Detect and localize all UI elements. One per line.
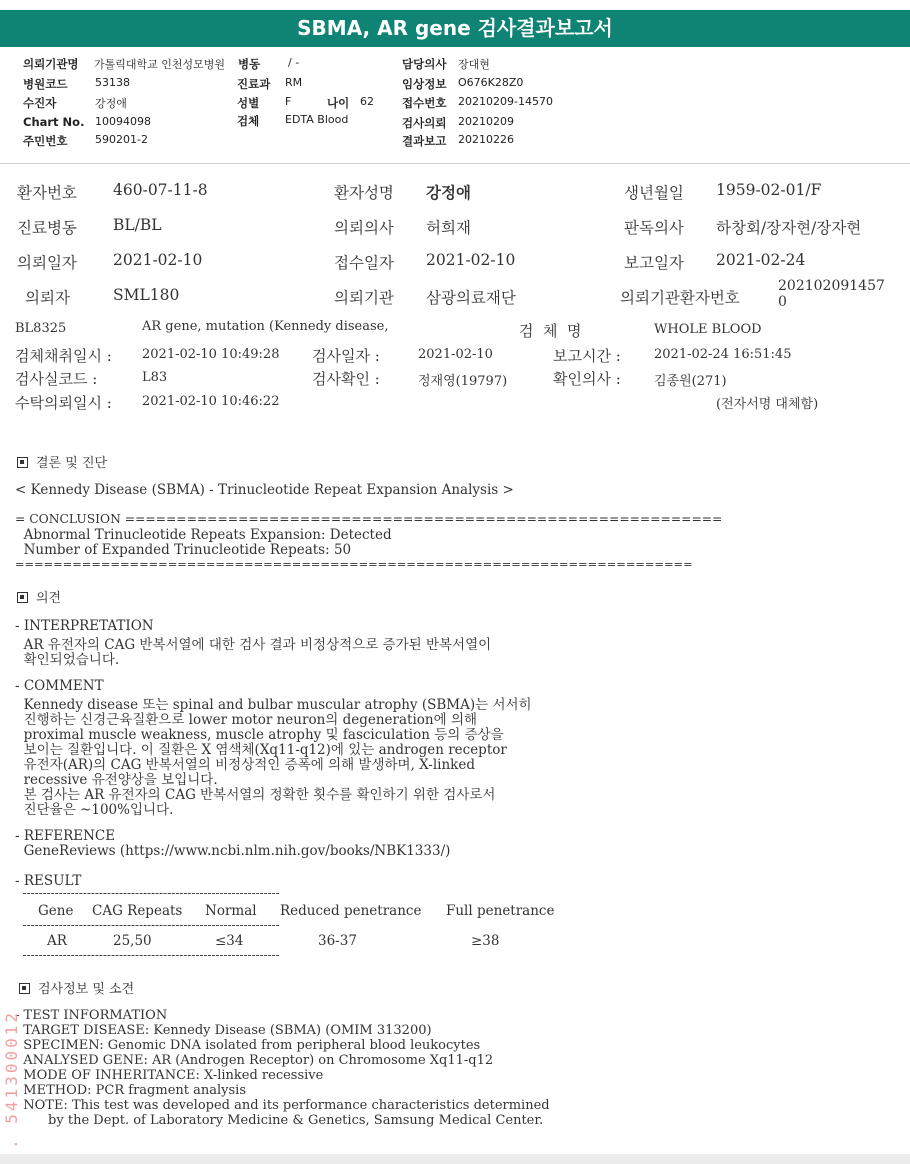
result-report-label: 결과보고 xyxy=(402,134,447,148)
test-info-line-5: MODE OF INHERITANCE: X-linked recessive xyxy=(15,1068,324,1083)
clinical-info-value: O676K28Z0 xyxy=(458,76,524,89)
requester-value: SML180 xyxy=(113,286,180,304)
square-bullet-icon xyxy=(17,592,28,603)
test-name: AR gene, mutation (Kennedy disease, xyxy=(142,319,389,334)
dept-value: RM xyxy=(285,76,303,89)
report-date-value: 2021-02-24 xyxy=(716,251,806,269)
test-info-line-7: NOTE: This test was developed and its performance characteristics determined xyxy=(15,1098,550,1113)
confirm-label: 검사확인 : xyxy=(312,370,380,388)
confirm-doctor-label: 확인의사 : xyxy=(553,370,621,388)
result-header-gene: Gene xyxy=(38,903,74,919)
result-header-cag: CAG Repeats xyxy=(92,903,183,919)
collect-value: 2021-02-10 10:49:28 xyxy=(142,347,280,362)
report-time-value: 2021-02-24 16:51:45 xyxy=(654,347,792,362)
comment-line-3: proximal muscle weakness, muscle atrophy 및 fasciculation 등의 증상을 xyxy=(15,727,504,743)
header-info-block xyxy=(0,50,910,164)
comment-line-6: recessive 유전양상을 보입니다. xyxy=(15,772,218,788)
test-date-label: 검사일자 : xyxy=(312,347,380,365)
number-line: Number of Expanded Trinucleotide Repeats: 50 xyxy=(15,542,352,558)
collect-label: 검체채취일시 : xyxy=(15,347,112,365)
test-info-line-6: METHOD: PCR fragment analysis xyxy=(15,1083,247,1098)
inst-patient-no-value-2: 0 xyxy=(778,294,787,310)
section1-heading-text: 결론 및 진단 xyxy=(36,456,108,471)
patient-no-label: 환자번호 xyxy=(17,184,77,202)
comment-title: - COMMENT xyxy=(15,678,104,694)
conclusion-line: = CONCLUSION ========================================================== xyxy=(15,512,723,526)
outsourced-label: 수탁의뢰일시 : xyxy=(15,394,112,412)
chart-no-value: 10094098 xyxy=(95,115,151,128)
patient-value: 강정애 xyxy=(95,97,127,110)
test-req-label: 검사의뢰 xyxy=(402,116,447,130)
reference-line: GeneReviews (https://www.ncbi.nlm.nih.gov/books/NBK1333/) xyxy=(15,843,451,859)
rrn-value: 590201-2 xyxy=(95,133,148,146)
interpretation-title: - INTERPRETATION xyxy=(15,618,154,634)
result-header-reduced: Reduced penetrance xyxy=(280,903,422,919)
patient-name-label: 환자성명 xyxy=(334,184,394,202)
comment-line-2: 진행하는 신경근육질환으로 lower motor neuron의 degeneration에 의해 xyxy=(15,712,478,728)
detected-line: Abnormal Trinucleotide Repeats Expansion: Detected xyxy=(15,527,392,543)
specimen-label: 검체 xyxy=(237,114,260,128)
reading-doctor-label: 판독의사 xyxy=(624,219,684,237)
comment-line-1: Kennedy disease 또는 spinal and bulbar muscular atrophy (SBMA)는 서서히 xyxy=(15,697,532,713)
square-bullet-icon xyxy=(19,983,30,994)
dept-label: 진료과 xyxy=(237,77,271,91)
result-normal: ≤34 xyxy=(215,933,244,949)
age-value: 62 xyxy=(360,95,374,108)
req-inst-value: 가톨릭대학교 인천성모병원 xyxy=(94,58,226,71)
chart-no-label: Chart No. xyxy=(23,115,85,129)
comment-line-7: 본 검사는 AR 유전자의 CAG 반복서열의 정확한 횟수를 확인하기 위한 검사로서 xyxy=(15,787,496,803)
req-inst-label: 의뢰기관명 xyxy=(23,57,79,71)
doctor-value: 장대현 xyxy=(458,58,490,71)
result-dash-mid: ---------------------------------------------------------------- xyxy=(15,918,280,932)
patient-no-value: 460-07-11-8 xyxy=(113,181,208,199)
result-title: - RESULT xyxy=(15,873,82,889)
test-info-line-2: TARGET DISEASE: Kennedy Disease (SBMA) (OMIM 313200) xyxy=(15,1023,432,1038)
specimen-name-label: 검 체 명 xyxy=(519,322,582,340)
conclusion-end-line: ======================================================================= xyxy=(15,557,693,571)
confirm-doctor-value: 김종원(271) xyxy=(654,374,727,389)
section-heading-opinion xyxy=(17,587,61,606)
ward-label: 병동 xyxy=(238,57,261,71)
square-bullet-icon xyxy=(17,457,28,468)
interpretation-line-1: AR 유전자의 CAG 반복서열에 대한 검사 결과 비정상적으로 증가된 반복서열이 xyxy=(15,637,492,653)
requester-label: 의뢰자 xyxy=(25,289,70,307)
test-code: BL8325 xyxy=(15,321,67,336)
test-info-line-4: ANALYSED GENE: AR (Androgen Receptor) on Chromosome Xq11-q12 xyxy=(15,1053,494,1068)
esign-note: (전자서명 대체함) xyxy=(716,397,819,412)
req-date-label: 의뢰일자 xyxy=(17,254,77,272)
section-heading-test-info xyxy=(19,978,134,997)
test-date-value: 2021-02-10 xyxy=(418,347,493,362)
specimen-value: EDTA Blood xyxy=(285,113,349,126)
patient-name-value: 강정애 xyxy=(426,183,471,202)
result-reduced: 36-37 xyxy=(318,933,357,949)
report-title: SBMA, AR gene 검사결과보고서 xyxy=(0,10,910,47)
reference-title: - REFERENCE xyxy=(15,828,116,844)
patient-label: 수진자 xyxy=(23,96,57,110)
clinical-info-label: 임상정보 xyxy=(402,77,447,91)
test-info-line-8: by the Dept. of Laboratory Medicine & Genetics, Samsung Medical Center. xyxy=(15,1113,544,1128)
report-time-label: 보고시간 : xyxy=(553,347,621,365)
result-header-normal: Normal xyxy=(205,903,257,919)
doctor-label: 담당의사 xyxy=(402,57,447,71)
section-heading-conclusion xyxy=(17,452,107,471)
bottom-band xyxy=(0,1154,910,1164)
comment-line-5: 유전자(AR)의 CAG 반복서열의 비정상적인 증폭에 의해 발생하며, X-linked xyxy=(15,757,475,773)
req-doctor-value: 허희재 xyxy=(426,219,471,237)
sex-label: 성별 xyxy=(237,96,260,110)
result-header-full: Full penetrance xyxy=(446,903,555,919)
dob-label: 생년월일 xyxy=(624,184,684,202)
lab-code-value: L83 xyxy=(142,370,168,385)
result-dash-top: ---------------------------------------------------------------- xyxy=(15,886,280,900)
receipt-date-label: 접수일자 xyxy=(334,254,394,272)
analysis-subtitle: < Kennedy Disease (SBMA) - Trinucleotide Repeat Expansion Analysis > xyxy=(15,482,514,498)
side-document-number: . 541300012 xyxy=(2,1010,21,1149)
receipt-no-label: 접수번호 xyxy=(402,96,447,110)
reading-doctor-value: 하창회/장자현/장자현 xyxy=(716,219,862,237)
section2-heading-text: 의견 xyxy=(36,591,62,606)
ward-value: / - xyxy=(288,56,300,69)
age-label: 나이 xyxy=(327,96,350,110)
lab-code-label: 검사실코드 : xyxy=(15,370,98,388)
test-info-line-3: SPECIMEN: Genomic DNA isolated from peripheral blood leukocytes xyxy=(15,1038,481,1053)
outsourced-value: 2021-02-10 10:46:22 xyxy=(142,394,280,409)
result-gene: AR xyxy=(47,933,67,949)
section3-heading-text: 검사정보 및 소견 xyxy=(38,982,135,997)
comment-line-8: 진단율은 ~100%입니다. xyxy=(15,802,174,818)
req-inst-value-2: 삼광의료재단 xyxy=(426,289,516,307)
hosp-code-label: 병원코드 xyxy=(23,77,68,91)
inst-patient-no-label: 의뢰기관환자번호 xyxy=(620,289,740,307)
result-dash-bottom: ---------------------------------------------------------------- xyxy=(15,948,280,962)
result-full: ≥38 xyxy=(471,933,500,949)
receipt-no-value: 20210209-14570 xyxy=(458,95,553,108)
sex-value: F xyxy=(285,95,292,108)
rrn-label: 주민번호 xyxy=(23,134,68,148)
req-inst-label-2: 의뢰기관 xyxy=(334,289,394,307)
hosp-code-value: 53138 xyxy=(95,76,130,89)
ward-value-2: BL/BL xyxy=(113,216,162,234)
inst-patient-no-value-1: 202102091457 xyxy=(778,278,885,294)
comment-line-4: 보이는 질환입니다. 이 질환은 X 염색체(Xq11-q12)에 있는 androgen receptor xyxy=(15,742,507,758)
ward-label-2: 진료병동 xyxy=(17,219,77,237)
receipt-date-value: 2021-02-10 xyxy=(426,251,516,269)
result-cag-repeats: 25,50 xyxy=(113,933,152,949)
specimen-name-value: WHOLE BLOOD xyxy=(654,322,762,337)
dob-value: 1959-02-01/F xyxy=(716,181,822,199)
test-req-value: 20210209 xyxy=(458,115,514,128)
confirm-value: 정재영(19797) xyxy=(418,374,508,389)
interpretation-line-2: 확인되었습니다. xyxy=(15,652,120,668)
result-report-value: 20210226 xyxy=(458,133,514,146)
test-info-line-1: - TEST INFORMATION xyxy=(15,1008,168,1023)
req-date-value: 2021-02-10 xyxy=(113,251,203,269)
report-date-label: 보고일자 xyxy=(624,254,684,272)
req-doctor-label: 의뢰의사 xyxy=(334,219,394,237)
